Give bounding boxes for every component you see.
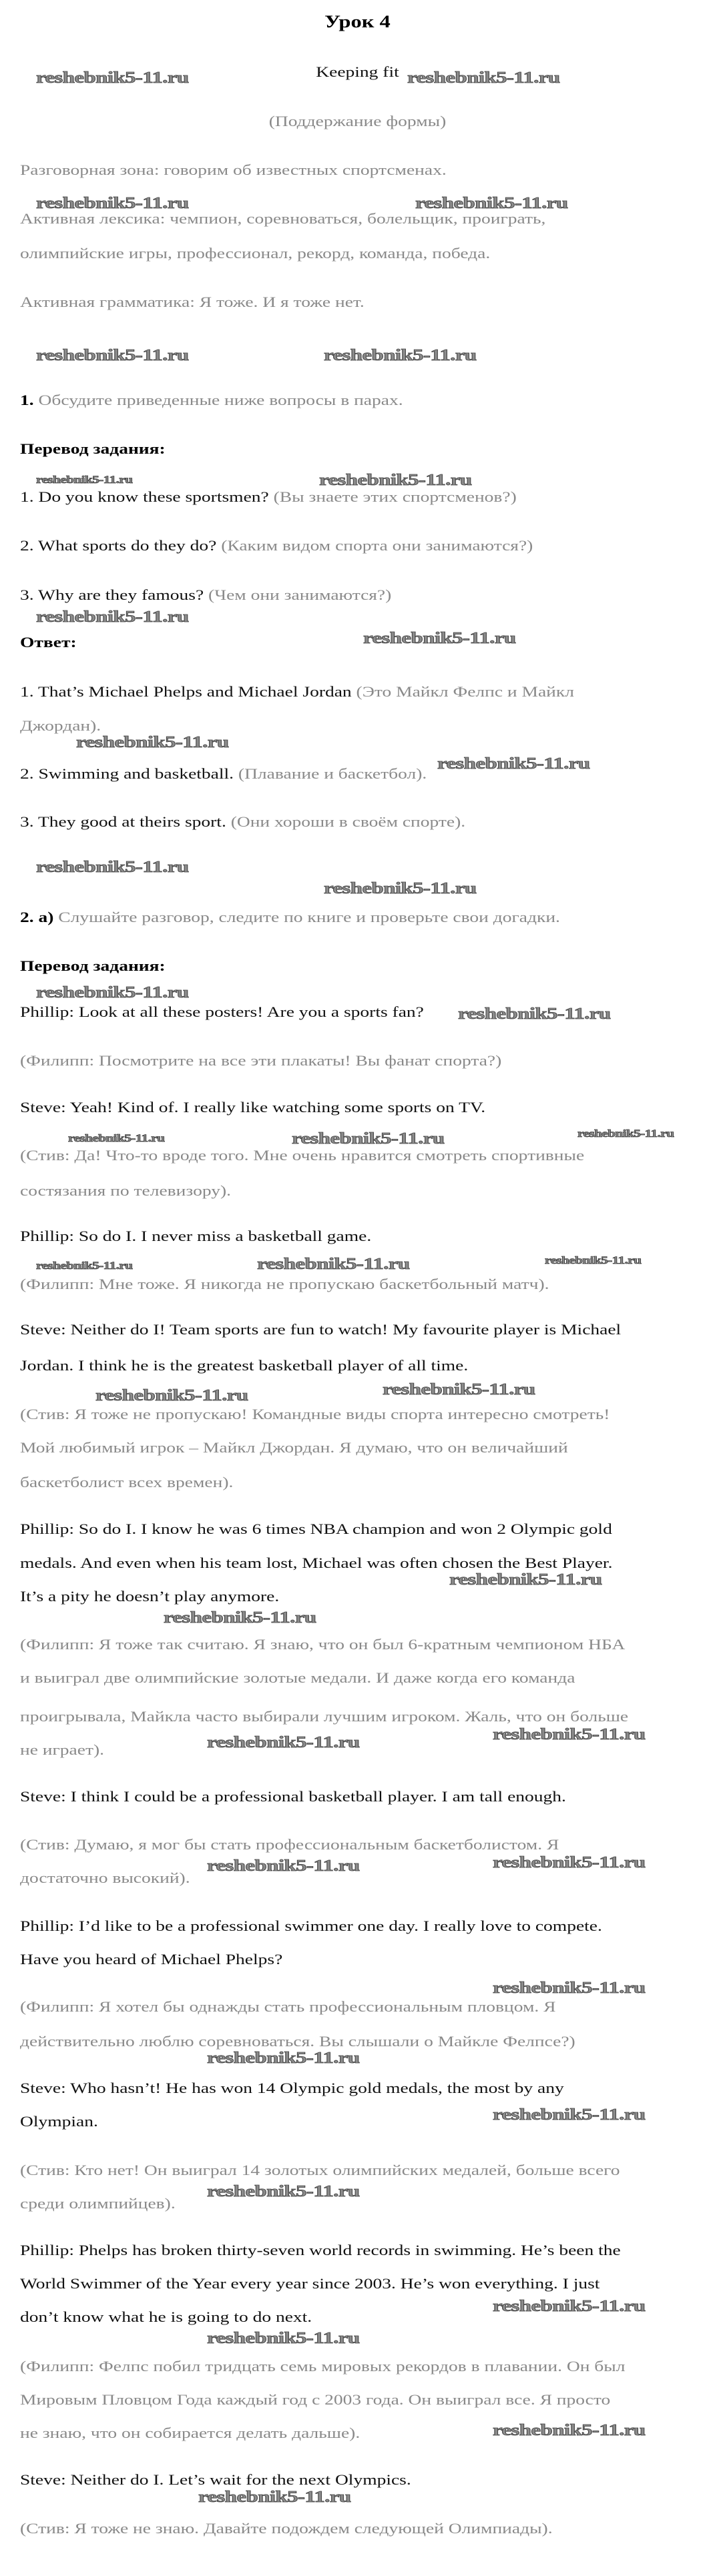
dialogue-line: medals. And even when his team lost, Michael was often chosen the Best Player. bbox=[20, 1555, 613, 1571]
task-1 bbox=[20, 392, 403, 409]
answer-ru: (Это Майкл Фелпс и Майкл bbox=[356, 683, 574, 700]
task-text: Слушайте разговор, следите по книге и проверьте свои догадки. bbox=[58, 909, 560, 925]
watermark: reshebnik5-11.ru bbox=[36, 859, 189, 876]
lesson-subtitle: Keeping fit bbox=[316, 63, 399, 80]
dialogue-translation-line: (Филипп: Я хотел бы однажды стать профессиональным пловцом. Я bbox=[20, 1998, 556, 2015]
answer-heading: Ответ: bbox=[20, 634, 77, 651]
dialogue-line: Steve: I think I could be a professional basketball player. I am tall enough. bbox=[20, 1788, 566, 1805]
dialogue-translation-line: Мировым Пловцом Года каждый год с 2003 года. Он выиграл все. Я просто bbox=[20, 2391, 611, 2408]
watermark: reshebnik5-11.ru bbox=[324, 347, 477, 364]
dialogue-translation-line: (Филипп: Мне тоже. Я никогда не пропускаю баскетбольный матч). bbox=[20, 1276, 549, 1292]
watermark: reshebnik5-11.ru bbox=[449, 1571, 602, 1589]
dialogue-line: Phillip: So do I. I never miss a basketball game. bbox=[20, 1228, 372, 1244]
task-number: 1. bbox=[20, 392, 34, 408]
question-ru: (Вы знаете этих спортсменов?) bbox=[273, 488, 517, 505]
dialogue-line: Steve: Yeah! Kind of. I really like watching some sports on TV. bbox=[20, 1099, 486, 1116]
watermark: reshebnik5-11.ru bbox=[458, 1005, 611, 1023]
watermark: reshebnik5-11.ru bbox=[36, 195, 189, 212]
watermark: reshebnik5-11.ru bbox=[207, 1857, 360, 1875]
watermark: reshebnik5-11.ru bbox=[324, 880, 477, 897]
watermark: reshebnik5-11.ru bbox=[36, 474, 133, 486]
watermark: reshebnik5-11.ru bbox=[68, 1133, 165, 1144]
question-ru: (Чем они занимаются?) bbox=[208, 586, 392, 603]
answer-en: 2. Swimming and basketball. bbox=[20, 765, 234, 782]
dialogue-translation-line: и выиграл две олимпийские золотые медали. И даже когда его команда bbox=[20, 1669, 575, 1686]
dialogue-line: Olympian. bbox=[20, 2113, 98, 2130]
watermark: reshebnik5-11.ru bbox=[577, 1128, 674, 1140]
lesson-title: Урок 4 bbox=[324, 12, 391, 31]
watermark: reshebnik5-11.ru bbox=[36, 69, 189, 87]
watermark: reshebnik5-11.ru bbox=[198, 2489, 351, 2506]
watermark: reshebnik5-11.ru bbox=[407, 69, 560, 87]
watermark: reshebnik5-11.ru bbox=[545, 1255, 642, 1266]
dialogue-translation-line: не знаю, что он собирается делать дальше). bbox=[20, 2425, 361, 2441]
task-text: Обсудите приведенные ниже вопросы в парах. bbox=[38, 392, 403, 408]
watermark: reshebnik5-11.ru bbox=[257, 1256, 410, 1273]
answer-item bbox=[20, 683, 574, 701]
watermark: reshebnik5-11.ru bbox=[76, 734, 229, 751]
watermark: reshebnik5-11.ru bbox=[493, 2298, 646, 2315]
dialogue-translation-line: (Стив: Да! Что-то вроде того. Мне очень нравится смотреть спортивные bbox=[20, 1147, 585, 1164]
dialogue-line: It’s a pity he doesn’t play anymore. bbox=[20, 1588, 280, 1605]
dialogue-translation-line: не играет). bbox=[20, 1741, 105, 1758]
intro-line: Разговорная зона: говорим об известных спортсменах. bbox=[20, 161, 447, 178]
dialogue-line: Phillip: Look at all these posters! Are you a sports fan? bbox=[20, 1003, 424, 1020]
watermark: reshebnik5-11.ru bbox=[207, 1734, 360, 1751]
question-en: 3. Why are they famous? bbox=[20, 586, 204, 603]
dialogue-line: Jordan. I think he is the greatest basketball player of all time. bbox=[20, 1357, 469, 1374]
question-item bbox=[20, 537, 533, 554]
question-ru: (Каким видом спорта они занимаются?) bbox=[221, 537, 533, 554]
dialogue-translation-line: (Филипп: Я тоже так считаю. Я знаю, что он был 6-кратным чемпионом НБА bbox=[20, 1636, 626, 1653]
dialogue-translation-line: (Филипп: Посмотрите на все эти плакаты! Вы фанат спорта?) bbox=[20, 1052, 502, 1069]
intro-line: Активная грамматика: Я тоже. И я тоже нет. bbox=[20, 294, 365, 310]
intro-line: Активная лексика: чемпион, соревноваться, болельщик, проиграть, bbox=[20, 210, 546, 227]
dialogue-line: Steve: Who hasn’t! He has won 14 Olympic gold medals, the most by any bbox=[20, 2080, 564, 2096]
answer-ru: (Плавание и баскетбол). bbox=[238, 765, 427, 782]
dialogue-line: Have you heard of Michael Phelps? bbox=[20, 1951, 283, 1968]
watermark: reshebnik5-11.ru bbox=[164, 1609, 316, 1627]
watermark: reshebnik5-11.ru bbox=[493, 1980, 646, 1997]
dialogue-translation-line: Мой любимый игрок – Майкл Джордан. Я думаю, что он величайший bbox=[20, 1439, 568, 1456]
answer-ru: (Они хороши в своём спорте). bbox=[230, 813, 466, 830]
question-en: 2. What sports do they do? bbox=[20, 537, 217, 554]
dialogue-line: World Swimmer of the Year every year since 2003. He’s won everything. I just bbox=[20, 2275, 600, 2292]
dialogue-line: Phillip: So do I. I know he was 6 times NBA champion and won 2 Olympic gold bbox=[20, 1521, 612, 1537]
dialogue-line: Steve: Neither do I. Let’s wait for the next Olympics. bbox=[20, 2471, 411, 2488]
watermark: reshebnik5-11.ru bbox=[437, 755, 590, 773]
dialogue-translation-line: состязания по телевизору). bbox=[20, 1182, 231, 1199]
watermark: reshebnik5-11.ru bbox=[493, 2106, 646, 2124]
watermark: reshebnik5-11.ru bbox=[36, 347, 189, 364]
watermark: reshebnik5-11.ru bbox=[207, 2050, 360, 2067]
dialogue-translation-line: баскетболист всех времен). bbox=[20, 1474, 234, 1490]
watermark: reshebnik5-11.ru bbox=[36, 984, 189, 1001]
question-item bbox=[20, 586, 391, 604]
answer-item bbox=[20, 813, 465, 831]
dialogue-line: don’t know what he is going to do next. bbox=[20, 2308, 312, 2325]
lesson-subtitle-translation: (Поддержание формы) bbox=[268, 113, 447, 129]
dialogue-translation-line: проигрывала, Майкла часто выбирали лучшим игроком. Жаль, что он больше bbox=[20, 1708, 629, 1725]
dialogue-translation-line: (Стив: Думаю, я мог бы стать профессиональным баскетболистом. Я bbox=[20, 1836, 559, 1853]
watermark: reshebnik5-11.ru bbox=[36, 1260, 133, 1272]
watermark: reshebnik5-11.ru bbox=[207, 2183, 360, 2200]
watermark: reshebnik5-11.ru bbox=[493, 1854, 646, 1871]
answer-en: 3. They good at theirs sport. bbox=[20, 813, 226, 830]
answer-item bbox=[20, 765, 427, 783]
dialogue-line: Phillip: I’d like to be a professional swimmer one day. I really love to compete. bbox=[20, 1917, 602, 1934]
section-heading: Перевод задания: bbox=[20, 957, 166, 974]
dialogue-translation-line: (Стив: Я тоже не пропускаю! Командные виды спорта интересно смотреть! bbox=[20, 1406, 610, 1422]
intro-line: олимпийские игры, профессионал, рекорд, команда, победа. bbox=[20, 245, 491, 262]
question-en: 1. Do you know these sportsmen? bbox=[20, 488, 269, 505]
watermark: reshebnik5-11.ru bbox=[415, 195, 568, 212]
watermark: reshebnik5-11.ru bbox=[493, 1726, 646, 1743]
dialogue-translation-line: (Стив: Кто нет! Он выиграл 14 золотых олимпийских медалей, больше всего bbox=[20, 2162, 620, 2178]
dialogue-translation-line: (Стив: Я тоже не знаю. Давайте подождем следующей Олимпиады). bbox=[20, 2520, 553, 2537]
dialogue-translation-line: действительно люблю соревноваться. Вы слышали о Майкле Фелпсе?) bbox=[20, 2033, 575, 2050]
watermark: reshebnik5-11.ru bbox=[383, 1381, 535, 1398]
dialogue-translation-line: достаточно высокий). bbox=[20, 1869, 190, 1886]
watermark: reshebnik5-11.ru bbox=[95, 1387, 248, 1404]
dialogue-line: Steve: Neither do I! Team sports are fun to watch! My favourite player is Michael bbox=[20, 1321, 622, 1338]
task-2a bbox=[20, 909, 560, 926]
dialogue-translation-line: (Филипп: Фелпс побил тридцать семь мировых рекордов в плавании. Он был bbox=[20, 2358, 626, 2375]
dialogue-line: Phillip: Phelps has broken thirty-seven world records in swimming. He’s been the bbox=[20, 2242, 621, 2258]
section-heading: Перевод задания: bbox=[20, 440, 166, 457]
dialogue-translation-line: среди олимпийцев). bbox=[20, 2195, 176, 2212]
watermark: reshebnik5-11.ru bbox=[36, 608, 189, 626]
watermark: reshebnik5-11.ru bbox=[207, 2330, 360, 2347]
question-item bbox=[20, 488, 517, 506]
watermark: reshebnik5-11.ru bbox=[319, 472, 472, 489]
watermark: reshebnik5-11.ru bbox=[363, 630, 516, 647]
answer-en: 1. That’s Michael Phelps and Michael Jordan bbox=[20, 683, 352, 700]
task-number: 2. а) bbox=[20, 909, 54, 925]
watermark: reshebnik5-11.ru bbox=[493, 2422, 646, 2439]
watermark: reshebnik5-11.ru bbox=[292, 1130, 445, 1148]
answer-ru-continued: Джордан). bbox=[20, 717, 101, 734]
